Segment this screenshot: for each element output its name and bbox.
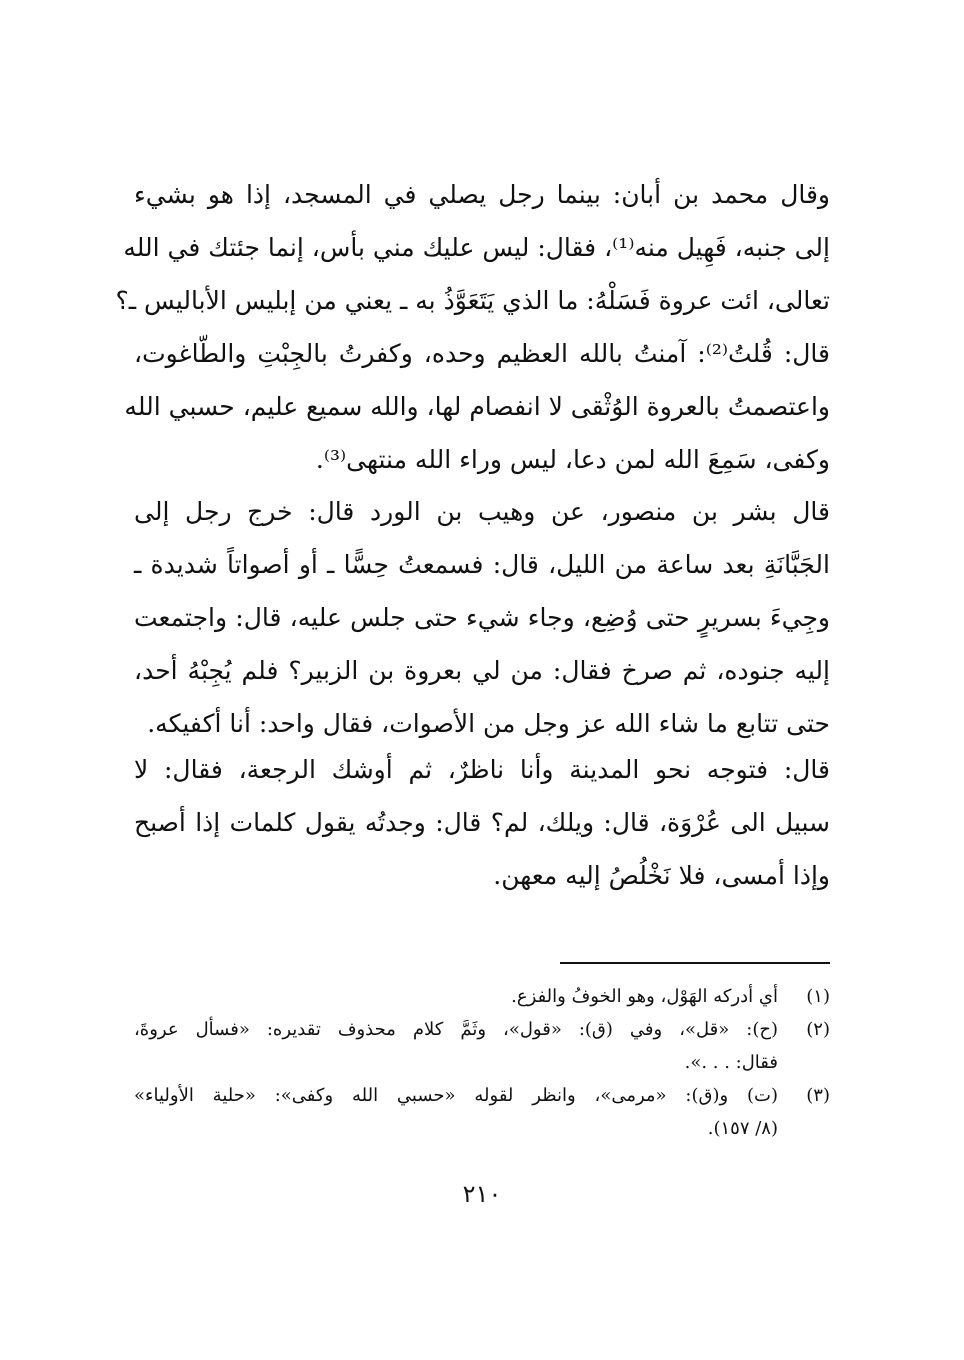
text-line: وقال محمد بن أبان: بينما رجل يصلي في المسجد، إذا هو بشيء: [134, 180, 830, 209]
text-line: وجِيءَ بسريرٍ حتى وُضِع، وجاء شيء حتى جلس عليه، قال: واجتمعت: [134, 603, 830, 632]
paragraph-3: [134, 743, 830, 902]
text-line: إلى جنبه، فَهِيل منه⁽¹⁾، فقال: ليس عليك مني بأس، إنما جئتك في الله: [123, 233, 830, 262]
footnote-number: (٢): [806, 1019, 830, 1040]
footnote-line: (٨/ ١٥٧).: [707, 1118, 778, 1139]
text-line: تعالى، ائت عروة فَسَلْهُ: ما الذي يَتَعَوَّذُ به ـ يعني من إبليس الأباليس ـ؟: [115, 286, 830, 315]
paragraph-2: [134, 485, 830, 750]
footnote-1: [134, 980, 830, 1013]
page-number: ٢١٠: [462, 1180, 502, 1208]
footnote-divider: [560, 962, 830, 964]
text-line: حتى تتابع ما شاء الله عز وجل من الأصوات، فقال واحد: أنا أكفيكه.: [147, 709, 830, 738]
footnote-2: [134, 1013, 830, 1079]
text-line: الجَبَّانَةِ بعد ساعة من الليل، قال: فسمعتُ حِسًّا ـ أو أصواتاً شديدة ـ: [134, 550, 830, 579]
footnote-body: [134, 1013, 778, 1079]
text-line: وإذا أمسى، فلا نَخْلُصُ إليه معهن.: [493, 861, 830, 890]
footnote-number: (١): [806, 986, 830, 1007]
text-line: إليه جنوده، ثم صرخ فقال: من لي بعروة بن الزبير؟ فلم يُجِبْهُ أحد،: [134, 656, 830, 685]
footnote-3: [134, 1079, 830, 1145]
text-line: قال بشر بن منصور، عن وهيب بن الورد قال: خرج رجل إلى: [134, 497, 830, 526]
text-line: قال: قُلتُ⁽²⁾: آمنتُ بالله العظيم وحده، وكفرتُ بالجِبْتِ والطّاغوت،: [134, 339, 830, 368]
text-line: واعتصمتُ بالعروة الوُثْقى لا انفصام لها، والله سميع عليم، حسبي الله: [124, 392, 830, 421]
footnote-line: (ح): «قل»، وفي (ق): «قول»، وثَمَّ كلام محذوف تقديره: «فسأل عروةَ،: [134, 1019, 778, 1040]
paragraph-1: [115, 168, 830, 486]
text-line: قال: فتوجه نحو المدينة وأنا ناظرٌ، ثم أوشك الرجعة، فقال: لا: [134, 755, 830, 784]
footnote-number: (٣): [806, 1085, 830, 1106]
footnotes: [134, 980, 830, 1145]
footnote-body: [134, 980, 778, 1013]
footnote-body: [134, 1079, 778, 1145]
footnote-line: (ت) و(ق): «مرمى»، وانظر لقوله «حسبي الله وكفى»: «حلية الأولياء»: [134, 1085, 778, 1106]
footnote-line: فقال: . . .».: [684, 1052, 778, 1073]
footnote-line: أي أدركه الهَوْل، وهو الخوفُ والفزع.: [511, 986, 778, 1007]
text-line: وكفى، سَمِعَ الله لمن دعا، ليس وراء الله منتهى⁽³⁾.: [315, 445, 830, 474]
text-line: سبيل الى عُرْوَة، قال: ويلك، لم؟ قال: وجدتُه يقول كلمات إذا أصبح: [134, 808, 830, 837]
